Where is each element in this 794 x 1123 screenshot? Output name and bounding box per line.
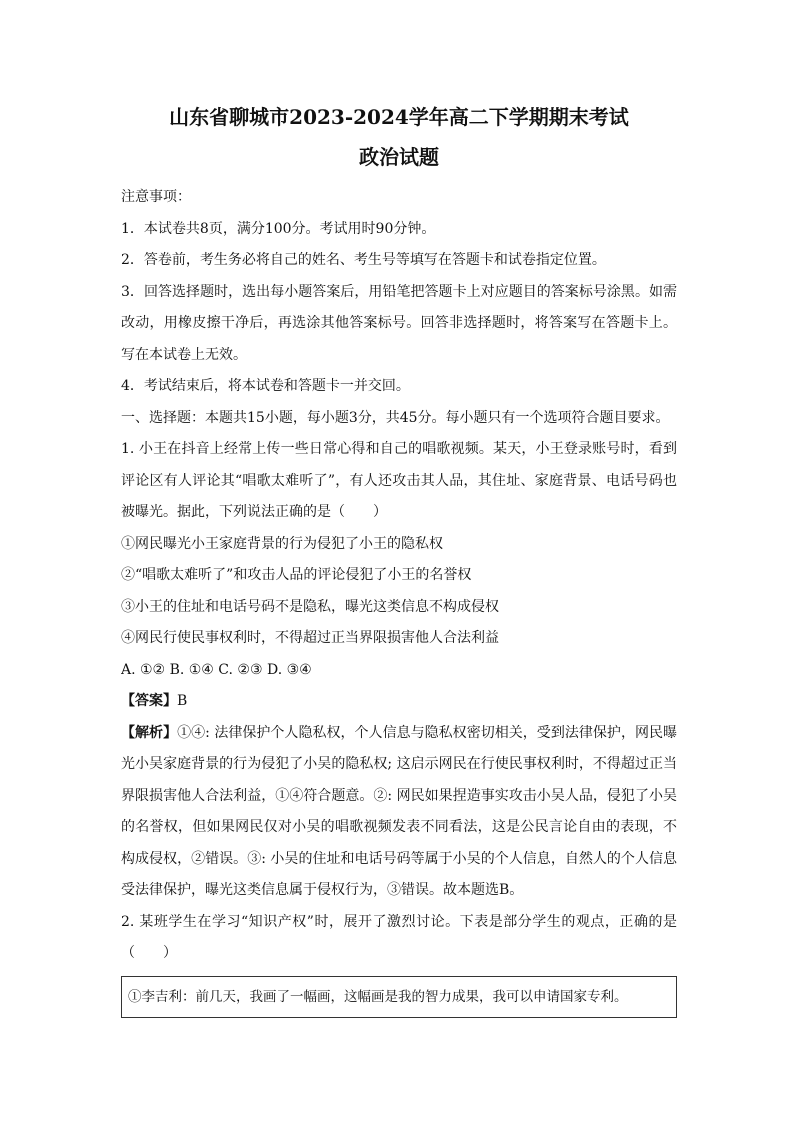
question-1-option-2: ②“唱歌太难听了”和攻击人品的评论侵犯了小王的名誉权 <box>121 567 472 583</box>
exam-subject: 政治试题 <box>359 145 439 169</box>
question-1-option-4: ④网民行使民事权利时，不得超过正当界限损害他人合法利益 <box>121 630 499 646</box>
question-1-option-3: ③小王的住址和电话号码不是隐私，曝光这类信息不构成侵权 <box>121 598 499 615</box>
notice-item-3: 3．回答选择题时，选出每小题答案后，用铅笔把答题卡上对应题目的答案标号涂黑。如需改动，用橡皮擦干净后，再选涂其他答案标号。回答非选择题时，将答案写在答题卡上。写在本试卷上无效。 <box>121 283 677 363</box>
question-2-table-row: ①李吉利：前几天，我画了一幅画，这幅画是我的智力成果，我可以申请国家专利。 <box>128 988 628 1005</box>
notice-item-4: 4．考试结束后，将本试卷和答题卡一并交回。 <box>121 378 410 394</box>
question-2-table <box>121 976 677 1018</box>
answer-label: 【答案】 <box>121 693 177 709</box>
question-2-stem: 2. 某班学生在学习“知识产权”时，展开了激烈讨论。下表是部分学生的观点，正确的是（ ） <box>121 913 677 961</box>
question-1-answer <box>121 686 677 718</box>
question-1-stem: 1. 小王在抖音上经常上传一些日常心得和自己的唱歌视频。某天，小王登录账号时，看到评论区有人评论其“唱歌太难听了”，有人还攻击其人品，其住址、家庭背景、电话号码也被曝光。据此，下列说法正确的是（ ） <box>121 441 677 520</box>
question-1-choices: A. ①② B. ①④ C. ②③ D. ③④ <box>121 661 312 678</box>
question-1-option-1: ①网民曝光小王家庭背景的行为侵犯了小王的隐私权 <box>121 535 443 552</box>
question-1-analysis <box>121 718 677 907</box>
notice-item-2: 2．答卷前，考生务必将自己的姓名、考生号等填写在答题卡和试卷指定位置。 <box>121 252 606 268</box>
notice-heading: 注意事项： <box>121 189 191 205</box>
analysis-label: 【解析】 <box>121 724 178 741</box>
exam-page <box>121 100 677 1018</box>
notice-item-1: 1．本试卷共8页，满分100分。考试用时90分钟。 <box>121 220 436 237</box>
answer-value: B <box>177 693 188 709</box>
exam-title: 山东省聊城市2023-2024学年高二下学期期末考试 <box>169 105 629 129</box>
section-heading: 一、选择题：本题共15小题，每小题3分，共45分。每小题只有一个选项符合题目要求。 <box>121 409 670 426</box>
analysis-text: ①④: 法律保护个人隐私权，个人信息与隐私权密切相关，受到法律保护，网民曝光小吴家庭背景的行为侵犯了小吴的隐私权; 这启示网民在行使民事权利时，不得超过正当界限损害他人合法利益，①④符合题意。②: 网民如果捏造事实攻击小吴人品，侵犯了小吴的名誉权，但如果网民仅对小吴的唱歌视频发表不同看法，这是公民言论自由的表现，不构成侵权，②错误。③: 小吴的住址和电话号码等属于小吴的个人信息，自然人的个人信息受法律保护，曝光这类信息属于侵权行为，③错误。故本题选B。 <box>121 724 678 898</box>
